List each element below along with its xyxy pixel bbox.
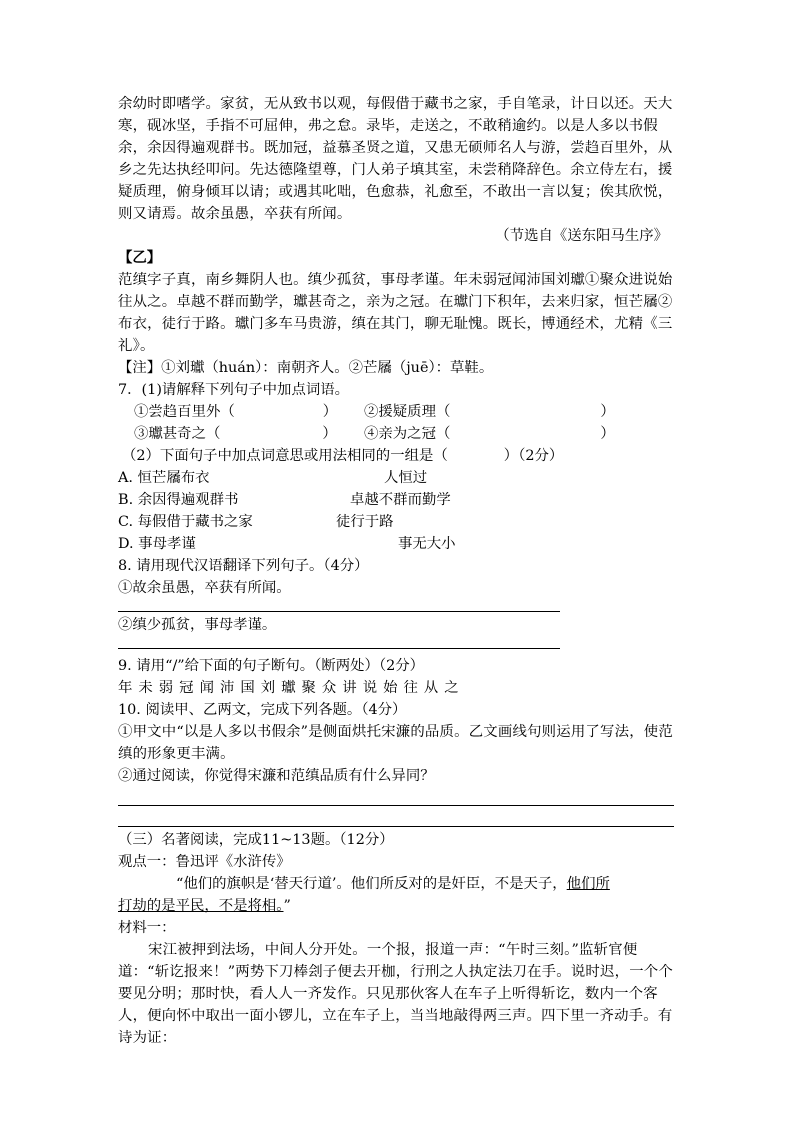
q7-row1	[118, 401, 678, 423]
q10-title: 10. 阅读甲、乙两文，完成下列各题。（4分）	[118, 702, 407, 718]
answer-line	[118, 787, 674, 806]
annotation-note: 【注】①刘瓛（huán）：南朝齐人。②芒屩（juē）：草鞋。	[118, 360, 494, 376]
yi-paragraph: 范缜字子真，南乡舞阴人也。缜少孤贫，事母孝谨。年未弱冠闻沛国刘瓛①聚众进说始往从之。卓越不群而勤学，瓛甚奇之，亲为之冠。在瓛门下积年，去来归家，恒芒屩②布衣，徒行于路。瓛门多车马贵游，缜在其门，聊无耻愧。既长，博通经术，尤精《三礼》。	[118, 272, 673, 354]
quote-line-b	[118, 895, 678, 917]
q7-option-d-right: 事无大小	[398, 536, 456, 552]
view1: 观点一：鲁迅评《水浒传》	[118, 854, 291, 870]
q8-title: 8. 请用现代汉语翻译下列句子。（4分）	[118, 558, 369, 574]
jia-paragraph: 余幼时即嗜学。家贫，无从致书以观，每假借于藏书之家，手自笔录，计日以还。天大寒，砚冰坚，手指不可屈伸，弗之怠。录毕，走送之，不敢稍逾约。以是人多以书假余，余因得遍观群书。既加冠，益慕圣贤之道，又患无硕师名人与游，尝趋百里外，从乡之先达执经叩问。先达德隆望尊，门人弟子填其室，未尝稍降辞色。余立侍左右，援疑质理，俯身倾耳以请；或遇其叱咄，色愈恭，礼愈至，不敢出一言以复；俟其欣悦，则又请焉。故余虽愚，卒获有所闻。	[118, 96, 673, 222]
jia-source: （节选自《送东阳马生序》	[495, 228, 668, 244]
q7-sub2-text: （2）下面句子中加点词意思或用法相同的一组是（	[122, 448, 448, 464]
q7-option-b	[118, 489, 678, 511]
q7-item4-close: ）	[600, 426, 615, 442]
answer-line	[118, 599, 560, 612]
q7-item3: ③瓛甚奇之（	[134, 426, 221, 442]
q7-item1: ①尝趋百里外（	[134, 404, 235, 420]
q7-option-a	[118, 467, 678, 489]
q7-option-d	[118, 533, 678, 555]
yi-heading: 【乙】	[118, 249, 162, 266]
q10-item2: ②通过阅读，你觉得宋濂和范缜品质有什么异同？	[118, 768, 435, 784]
q7-item2-close: ）	[600, 404, 615, 420]
q7-option-c-left: C. 每假借于藏书之家	[118, 514, 253, 530]
material-label: 材料一：	[118, 920, 176, 936]
q7-option-a-left: A. 恒芒屩布衣	[118, 470, 210, 486]
q7-item3-close: ）	[322, 426, 337, 442]
document-page	[118, 93, 678, 1049]
answer-line	[118, 636, 560, 649]
q8-item1: ①故余虽愚，卒获有所闻。	[118, 580, 291, 596]
q9-title: 9. 请用“/”给下面的句子断句。（断两处）（2分）	[118, 658, 425, 674]
q10-item1: ①甲文中“以是人多以书假余”是侧面烘托宋濂的品质。乙文画线句则运用了写法，使范缜的形象更丰满。	[118, 724, 673, 762]
q7-option-c-right: 徒行于路	[336, 514, 394, 530]
q7-row2	[118, 423, 678, 445]
material-passage: 宋江被押到法场，中间人分开处。一个报，报道一声：“午时三刻。”监斩官便道：“斩讫报来！”两势下刀棒刽子便去开枷，行刑之人执定法刀在手。说时迟，一个个要见分明；那时快，看人人一齐发作。只见那伙客人在车子上听得斩讫，数内一个客人，便向怀中取出一面小锣儿，立在车子上，当当地敲得两三声。四下里一齐动手。有诗为证：	[118, 942, 673, 1046]
q7-title: 7．(1)请解释下列句子中加点词语。	[118, 382, 350, 398]
q9-sentence: 年未弱冠闻沛国刘瓛聚众讲说始往从之	[118, 680, 465, 696]
q7-sub2	[118, 445, 678, 467]
q7-option-a-right: 人恒过	[384, 470, 428, 486]
quote-underlined-1: 他们所	[566, 876, 610, 892]
q7-item1-close: ）	[322, 404, 338, 420]
quote-end: ”	[283, 898, 291, 914]
q7-item4: ④亲为之冠（	[364, 426, 451, 442]
q7-option-c	[118, 511, 678, 533]
q7-sub2-end: ）（2分）	[503, 448, 564, 464]
section3-title: （三）名著阅读，完成11~13题。（12分）	[118, 832, 394, 848]
answer-line	[118, 806, 674, 827]
q7-option-d-left: D. 事母孝谨	[118, 536, 196, 552]
quote-line-a: “他们的旗帜是‘替天行道’。他们所反对的是奸臣，不是天子，他们所	[176, 876, 610, 892]
q7-option-b-right: 卓越不群而勤学	[350, 492, 451, 508]
q7-option-b-left: B. 余因得遍观群书	[118, 492, 239, 508]
q8-item2: ②缜少孤贫，事母孝谨。	[118, 617, 277, 633]
quote-underlined-2: 打劫的是平民，不是将相。	[118, 898, 284, 914]
q7-item2: ②援疑质理（	[364, 404, 451, 420]
